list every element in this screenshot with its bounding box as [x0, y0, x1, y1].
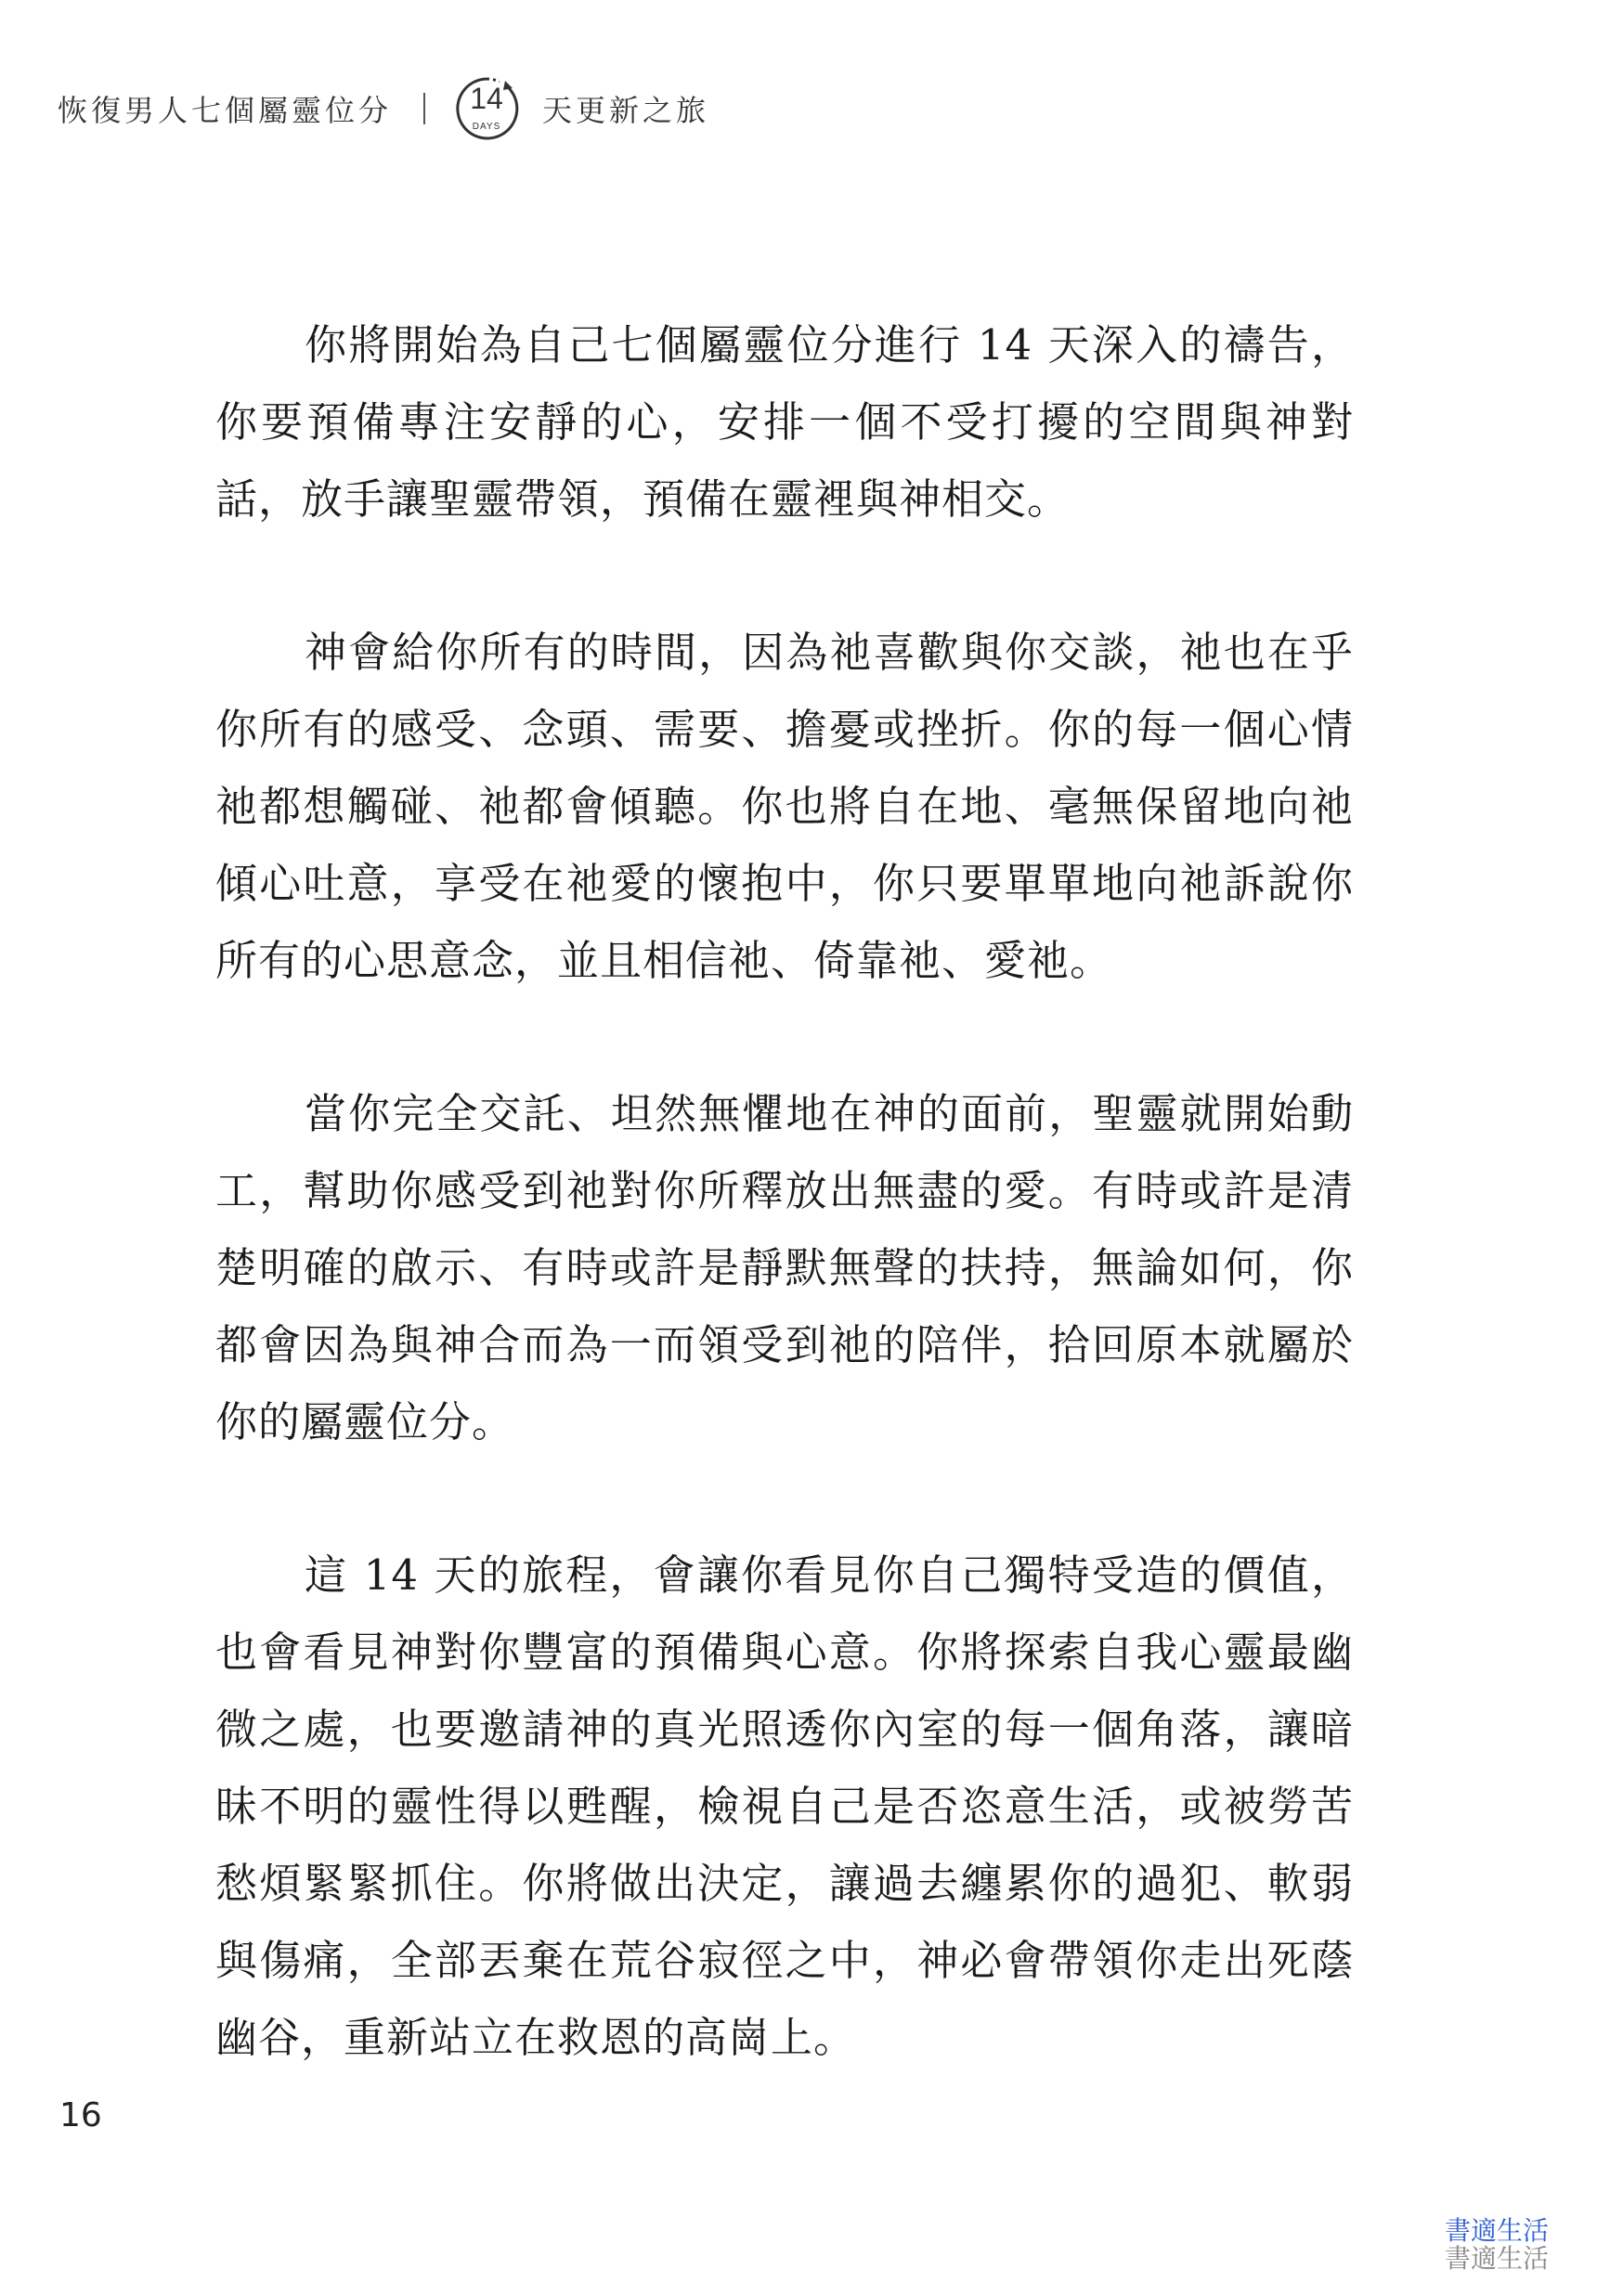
page-number: 16: [59, 2096, 102, 2134]
paragraph: 當你完全交託、坦然無懼地在神的面前，聖靈就開始動工，幫助你感受到祂對你所釋放出無盡的愛。有時或許是清楚明確的啟示、有時或許是靜默無聲的扶持，無論如何，你都會因為與神合而為一而領受到祂的陪伴，拾回原本就屬於你的屬靈位分。: [215, 1089, 1354, 1446]
body-text: [215, 306, 1354, 2152]
book-subtitle: 天更新之旅: [542, 93, 710, 128]
book-title: 恢復男人七個屬靈位分: [58, 93, 393, 128]
publisher-name: 書適生活: [1445, 2215, 1550, 2246]
fourteen-days-badge: [451, 73, 522, 144]
publisher-mark: [1445, 2217, 1575, 2273]
running-header: [58, 67, 709, 150]
header-divider: [423, 93, 425, 124]
paragraph: 神會給你所有的時間，因為祂喜歡與你交談，祂也在乎你所有的感受、念頭、需要、擔憂或挫折。你的每一個心情祂都想觸碰、祂都會傾聽。你也將自在地、毫無保留地向祂傾心吐意，享受在祂愛的懷抱中，你只要單單地向祂訴說你所有的心思意念，並且相信祂、倚靠祂、愛祂。: [215, 628, 1354, 985]
badge-label: DAYS: [472, 122, 501, 132]
paragraph: 這 14 天的旅程，會讓你看見你自己獨特受造的價值，也會看見神對你豐富的預備與心意。你將探索自我心靈最幽微之處，也要邀請神的真光照透你內室的每一個角落，讓暗昧不明的靈性得以甦醒，檢視自己是否恣意生活，或被勞苦愁煩緊緊抓住。你將做出決定，讓過去纏累你的過犯、軟弱與傷痛，全部丟棄在荒谷寂徑之中，神必會帶領你走出死蔭幽谷，重新站立在救恩的高崗上。: [215, 1550, 1354, 2062]
publisher-name-shadow: 書適生活: [1445, 2243, 1550, 2274]
badge-number: 14: [470, 82, 503, 115]
paragraph: 你將開始為自己七個屬靈位分進行 14 天深入的禱告，你要預備專注安靜的心，安排一個不受打擾的空間與神對話，放手讓聖靈帶領，預備在靈裡與神相交。: [215, 320, 1354, 524]
